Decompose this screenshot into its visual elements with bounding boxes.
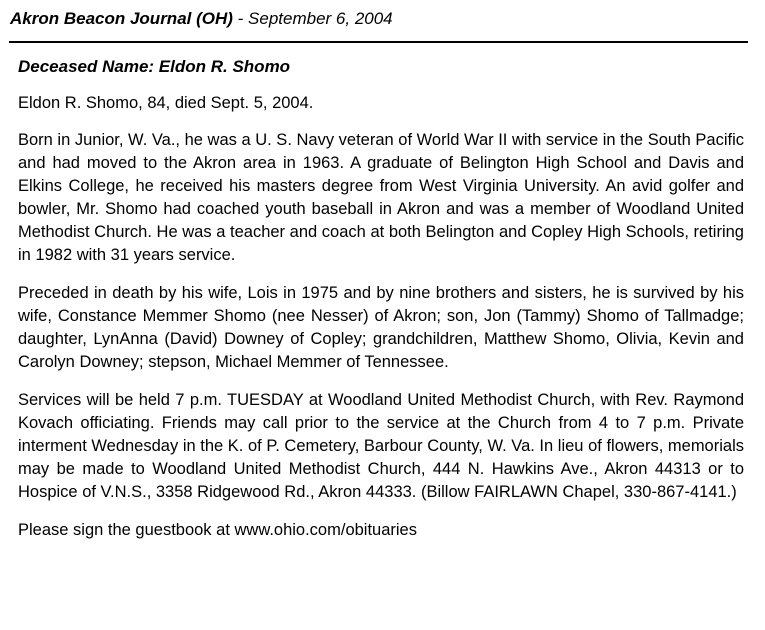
obituary-paragraph-death: Eldon R. Shomo, 84, died Sept. 5, 2004. — [18, 94, 314, 112]
publication-name: Akron Beacon Journal (OH) — [10, 9, 233, 28]
obituary-paragraph-biography: Born in Junior, W. Va., he was a U. S. Navy veteran of World War II with service in the South Pacific and had moved to the Akron area in 1963. A graduate of Belington High School and Davis and Elkins College, he received his masters degree from West Virginia University. An avid golfer and bowler, Mr. Shomo had coached youth baseball in Akron and was a member of Woodland United Methodist Church. He was a teacher and coach at both Belington and Copley High Schools, retiring in 1982 with 31 years service. — [18, 131, 744, 264]
obituary-paragraph-survivors: Preceded in death by his wife, Lois in 1975 and by nine brothers and sisters, he is survived by his wife, Constance Memmer Shomo (nee Nesser) of Akron; son, Jon (Tammy) Shomo of Tallmadge; daughter, LynAnna (David) Downey of Copley; grandchildren, Matthew Shomo, Olivia, Kevin and Carolyn Downey; stepson, Michael Memmer of Tennessee. — [18, 284, 744, 371]
obituary-body — [18, 55, 744, 542]
guestbook-note: Please sign the guestbook at www.ohio.com/obituaries — [18, 521, 417, 539]
header-separator: - — [232, 9, 249, 28]
document-header — [10, 9, 393, 29]
header-divider — [9, 41, 748, 43]
obituary-paragraph-services: Services will be held 7 p.m. TUESDAY at Woodland United Methodist Church, with Rev. Raymond Kovach officiating. Friends may call prior to the service at the Church from 4 to 7 p.m. Private interment Wednesday in the K. of P. Cemetery, Barbour County, W. Va. In lieu of flowers, memorials may be made to Woodland United Methodist Church, 444 N. Hawkins Ave., Akron 44313 or to Hospice of V.N.S., 3358 Ridgewood Rd., Akron 44333. (Billow FAIRLAWN Chapel, 330-867-4141.) — [18, 391, 744, 501]
deceased-name: Deceased Name: Eldon R. Shomo — [18, 57, 291, 76]
publication-date: September 6, 2004 — [248, 9, 393, 28]
